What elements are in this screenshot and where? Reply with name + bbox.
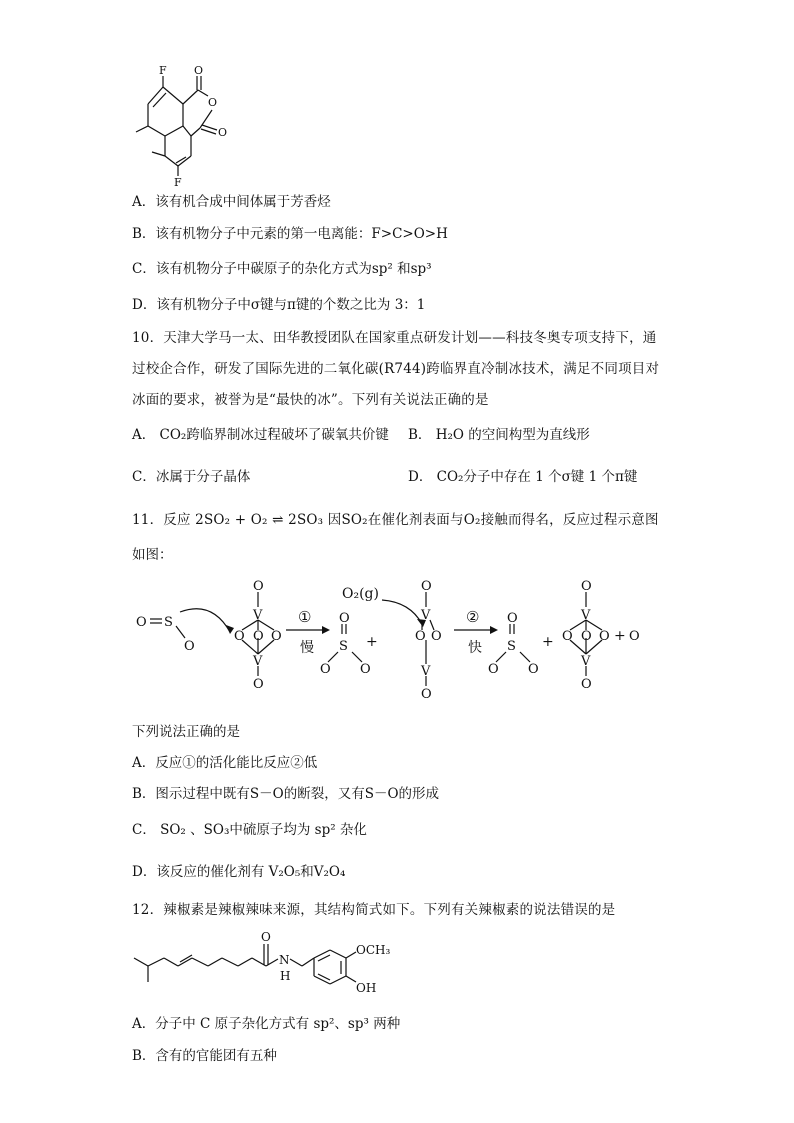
q11-so3b-S: S	[507, 639, 516, 654]
q9-atom-O-ring: O	[208, 96, 218, 109]
q11-prompt: 下列说法正确的是	[132, 724, 240, 740]
q11-so2-S: S	[164, 615, 173, 630]
q9-atom-F-top: F	[159, 64, 167, 77]
q10-option-a: A． CO₂跨临界制冰过程破坏了碳氧共价键	[132, 427, 389, 443]
q11-plus-1: +	[366, 634, 378, 650]
q11-c3-V-bottom: V	[581, 654, 591, 669]
q12-atom-N: N	[279, 953, 290, 967]
q10-stem-line-1: 10．天津大学马一太、田华教授团队在国家重点研发计划——科技冬奥专项支持下，通	[132, 330, 657, 346]
q11-so2-O-bottom: O	[184, 639, 195, 654]
q11-so3b-O-right: O	[528, 662, 539, 677]
q11-product-O: O	[629, 629, 640, 644]
q11-c2-O-left: O	[415, 629, 426, 644]
q11-c1-V-bottom: V	[253, 654, 263, 669]
q11-step2-label: 快	[468, 640, 482, 656]
q11-c1-O-bottom: O	[253, 677, 264, 692]
q11-step1-number: ①	[298, 608, 312, 626]
q11-c2-V-top: V	[421, 608, 431, 623]
q11-c3-O-right: O	[599, 629, 610, 644]
q10-option-b: B． H₂O 的空间构型为直线形	[408, 427, 590, 443]
q11-so3b-O-left: O	[488, 662, 499, 677]
q9-option-a: A．该有机合成中间体属于芳香烃	[132, 194, 331, 210]
q11-c3-O-top: O	[581, 579, 592, 594]
q9-molecule-structure	[128, 62, 248, 187]
q12-option-a: A．分子中 C 原子杂化方式有 sp²、sp³ 两种	[132, 1016, 401, 1032]
q12-atom-H: H	[280, 969, 291, 983]
q12-group-OH: OH	[356, 981, 377, 995]
q11-stem-line-1: 11．反应 2SO₂ + O₂ ⇌ 2SO₃ 因SO₂在催化剂表面与O₂接触而得名，反应过程示意图	[132, 512, 659, 528]
q11-option-d: D．该反应的催化剂有 V₂O₅和V₂O₄	[132, 864, 346, 880]
q11-so2-O-left: O	[136, 615, 147, 630]
q11-c2-O-bottom: O	[421, 687, 432, 702]
q9-atom-F-bottom: F	[174, 176, 182, 189]
q11-c1-O-top: O	[253, 579, 264, 594]
q10-stem-line-2: 过校企合作，研发了国际先进的二氧化碳(R744)跨临界直冷制冰技术，满足不同项目对	[132, 361, 660, 377]
q12-option-b: B．含有的官能团有五种	[132, 1048, 277, 1064]
q11-c2-O-right: O	[431, 629, 442, 644]
q12-stem: 12．辣椒素是辣椒辣味来源，其结构简式如下。下列有关辣椒素的说法错误的是	[132, 902, 616, 918]
q11-c2-V-bottom: V	[421, 664, 431, 679]
q11-o2-gas-label: O₂(g)	[342, 586, 379, 602]
q12-molecule-structure	[130, 928, 400, 1008]
q12-group-OCH3: OCH₃	[356, 943, 391, 957]
q11-c1-V-top: V	[253, 608, 263, 623]
q11-so3a-O-right: O	[360, 662, 371, 677]
q11-stem-line-2: 如图：	[132, 547, 173, 563]
q9-option-c: C．该有机物分子中碳原子的杂化方式为sp² 和sp³	[132, 261, 432, 277]
q11-so3b-O-top: O	[507, 611, 518, 626]
q10-stem-line-3: 冰面的要求，被誉为是“最快的冰”。下列有关说法正确的是	[132, 392, 489, 408]
q9-option-b: B．该有机物分子中元素的第一电离能：F>C>O>H	[132, 226, 448, 242]
q11-c1-O-right: O	[271, 629, 282, 644]
q12-atom-O-carbonyl: O	[261, 930, 271, 944]
q11-c3-O-left: O	[562, 629, 573, 644]
q11-step2-number: ②	[466, 608, 480, 626]
q11-option-a: A．反应①的活化能比反应②低	[132, 755, 318, 771]
q11-step1-label: 慢	[300, 640, 314, 656]
q11-so3a-O-left: O	[320, 662, 331, 677]
q11-so3a-S: S	[339, 639, 348, 654]
q11-c2-O-top: O	[421, 579, 432, 594]
q11-c3-V-top: V	[581, 608, 591, 623]
q11-c3-O-bottom: O	[581, 677, 592, 692]
q11-plus-2: +	[542, 634, 554, 650]
q11-option-c: C． SO₂ 、SO₃中硫原子均为 sp² 杂化	[132, 822, 367, 838]
q11-so3a-O-top: O	[339, 611, 350, 626]
q10-option-c: C．冰属于分子晶体	[132, 469, 251, 485]
q9-atom-O-carbonyl-top: O	[194, 64, 204, 77]
q11-option-b: B．图示过程中既有S－O的断裂，又有S－O的形成	[132, 786, 440, 802]
q10-option-d: D． CO₂分子中存在 1 个σ键 1 个π键	[408, 469, 638, 485]
q11-c3-O-mid: O	[581, 629, 592, 644]
q11-c1-O-mid: O	[253, 629, 264, 644]
q11-c1-O-left: O	[234, 629, 245, 644]
q9-option-d: D．该有机物分子中σ键与π键的个数之比为 3：1	[132, 297, 426, 313]
q11-plus-3: +	[614, 628, 626, 644]
q9-atom-O-carbonyl-right: O	[218, 126, 228, 139]
q11-reaction-diagram	[130, 572, 650, 712]
